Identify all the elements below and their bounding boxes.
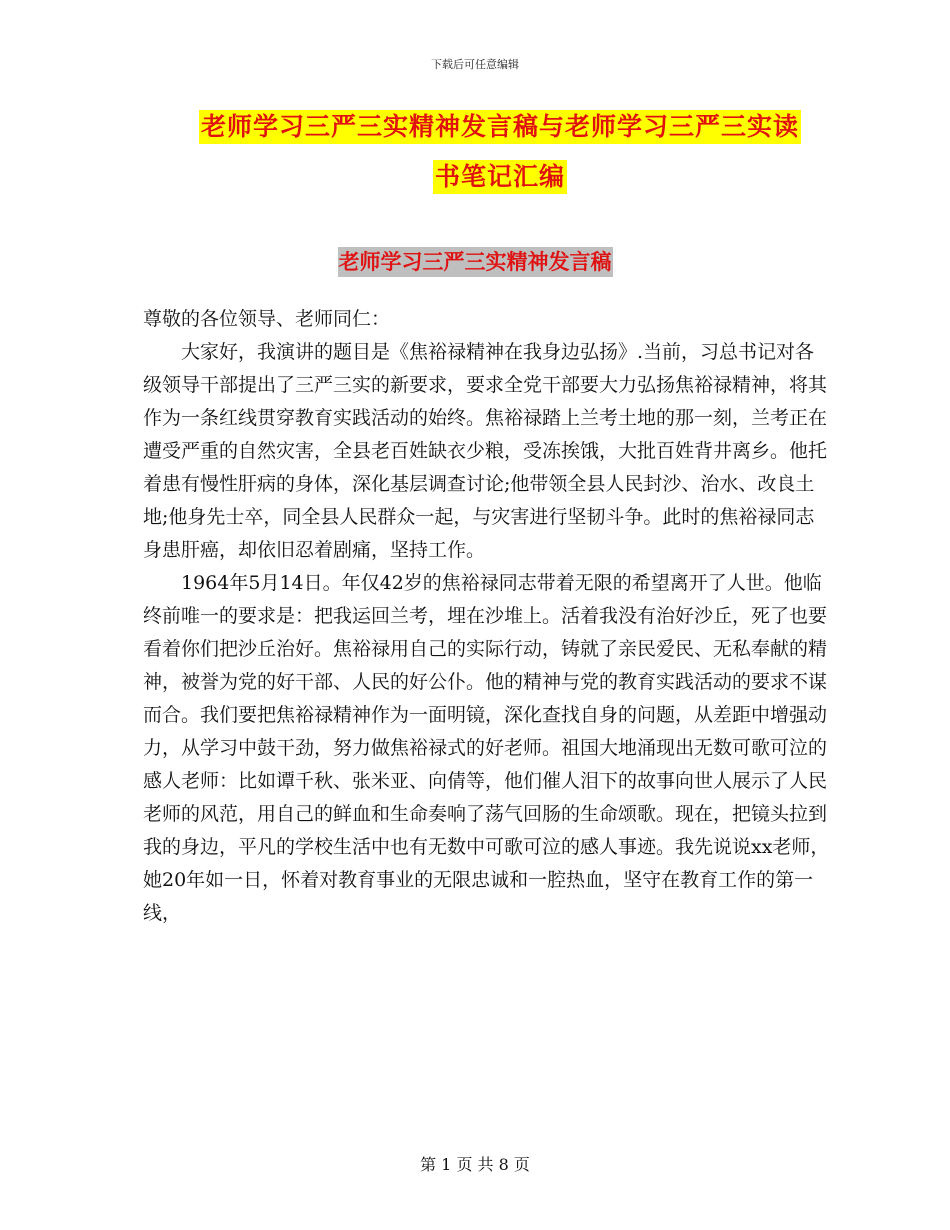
paragraph-2: 1964年5月14日。年仅42岁的焦裕禄同志带着无限的希望离开了人世。他临终前唯一的要求是：把我运回兰考，埋在沙堆上。活着我没有治好沙丘，死了也要看着你们把沙丘治好。焦裕禄用自己的实际行动，铸就了亲民爱民、无私奉献的精神，被誉为党的好干部、人民的好公仆。他的精神与党的教育实践活动的要求不谋而合。我们要把焦裕禄精神作为一面明镜，深化查找自身的问题，从差距中增强动力，从学习中鼓干劲，努力做焦裕禄式的好老师。祖国大地涌现出无数可歌可泣的感人老师：比如谭千秋、张米亚、向倩等，他们催人泪下的故事向世人展示了人民老师的风范，用自己的鲜血和生命奏响了荡气回肠的生命颂歌。现在，把镜头拉到我的身边，平凡的学校生活中也有无数中可歌可泣的感人事迹。我先说说xx老师，她20年如一日，怀着对教育事业的无限忠诚和一腔热血，坚守在教育工作的第一线， xyxy=(143,572,830,924)
salutation: 尊敬的各位领导、老师同仁： xyxy=(143,308,391,330)
document-body xyxy=(143,303,833,930)
page-footer: 第 1 页 共 8 页 xyxy=(420,1155,530,1174)
document-title-line-1: 老师学习三严三实精神发言稿与老师学习三严三实读 xyxy=(199,110,801,144)
header-note: 下载后可任意编辑 xyxy=(431,58,519,71)
section-title xyxy=(0,247,950,277)
document-title-line-2: 书笔记汇编 xyxy=(433,160,567,194)
section-title-text: 老师学习三严三实精神发言稿 xyxy=(338,247,613,277)
paragraph-1: 大家好，我演讲的题目是《焦裕禄精神在我身边弘扬》.当前，习总书记对各级领导干部提出了三严三实的新要求，要求全党干部要大力弘扬焦裕禄精神，将其作为一条红线贯穿教育实践活动的始终。焦裕禄踏上兰考土地的那一刻，兰考正在遭受严重的自然灾害，全县老百姓缺衣少粮，受冻挨饿，大批百姓背井离乡。他托着患有慢性肝病的身体，深化基层调查讨论;他带领全县人民封沙、治水、改良土地;他身先士卒，同全县人民群众一起，与灾害进行坚韧斗争。此时的焦裕禄同志身患肝癌，却依旧忍着剧痛，坚持工作。 xyxy=(143,341,828,561)
document-title xyxy=(180,110,820,194)
